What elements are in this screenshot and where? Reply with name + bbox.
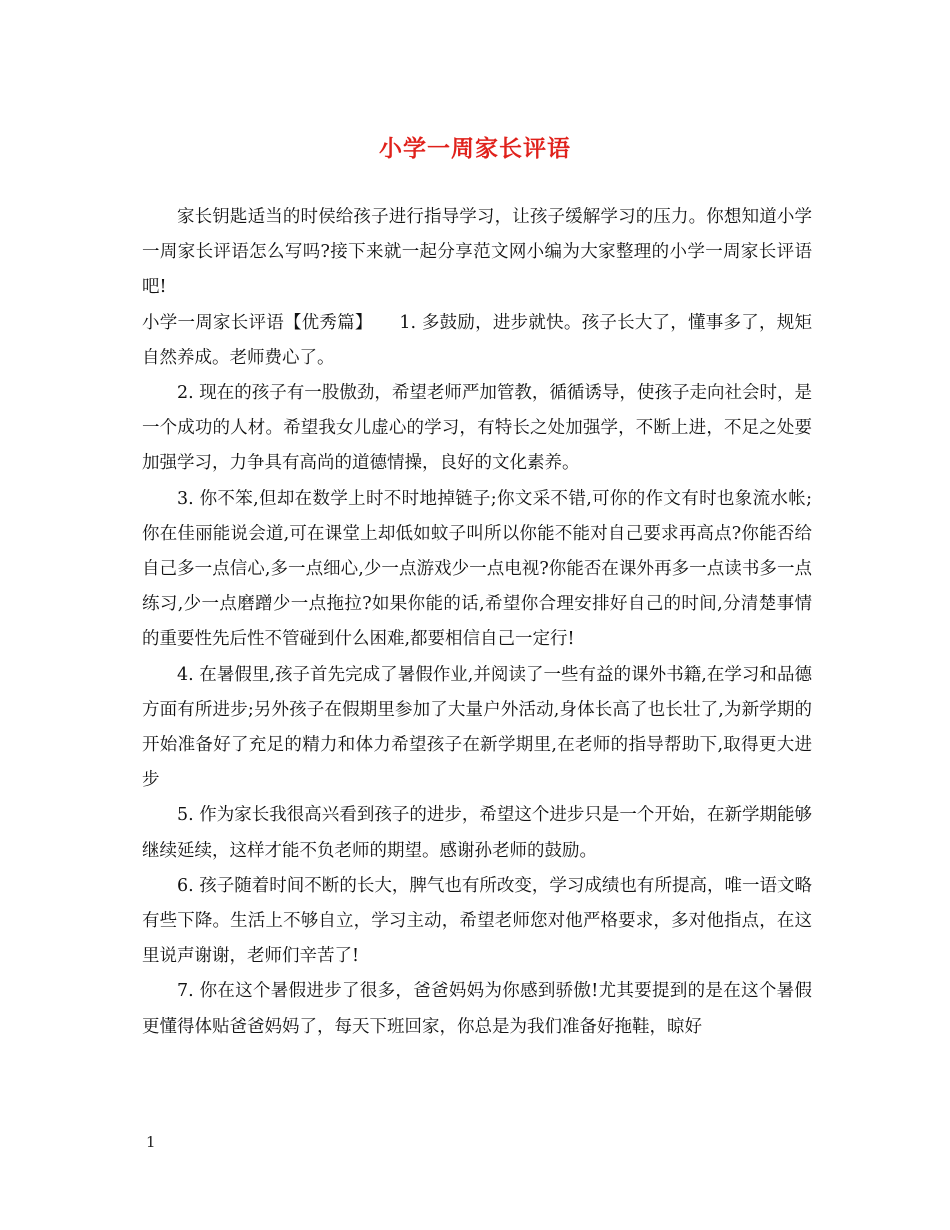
paragraph-item-2: 2. 现在的孩子有一股傲劲，希望老师严加管教，循循诱导，使孩子走向社会时，是一个成功的人材。希望我女儿虚心的学习，有特长之处加强学，不断上进，不足之处要加强学习，力争具有高尚的道德情操，良好的文化素养。 bbox=[142, 383, 812, 474]
paragraph-intro: 家长钥匙适当的时侯给孩子进行指导学习，让孩子缓解学习的压力。你想知道小学一周家长评语怎么写吗?接下来就一起分享范文网小编为大家整理的小学一周家长评语吧! bbox=[142, 207, 812, 298]
paragraph-item-3: 3. 你不笨,但却在数学上时不时地掉链子;你文采不错,可你的作文有时也象流水帐;你在佳丽能说会道,可在课堂上却低如蚊子叫所以你能不能对自己要求再高点?你能否给自己多一点信心,多一点细心,少一点游戏少一点电视?你能否在课外再多一点读书多一点练习,少一点磨蹭少一点拖拉?如果你能的话,希望你合理安排好自己的时间,分清楚事情的重要性先后性不管碰到什么困难,都要相信自己一定行! bbox=[142, 488, 812, 650]
paragraph-section-heading-item-1: 小学一周家长评语【优秀篇】 1. 多鼓励，进步就快。孩子长大了，懂事多了，规矩自然养成。老师费心了。 bbox=[142, 312, 812, 368]
paragraph-item-6: 6. 孩子随着时间不断的长大，脾气也有所改变，学习成绩也有所提高，唯一语文略有些下降。生活上不够自立，学习主动，希望老师您对他严格要求，多对他指点，在这里说声谢谢，老师们辛苦了! bbox=[142, 875, 812, 967]
paragraph-item-7: 7. 你在这个暑假进步了很多，爸爸妈妈为你感到骄傲!尤其要提到的是在这个暑假更懂得体贴爸爸妈妈了，每天下班回家，你总是为我们准备好拖鞋，晾好 bbox=[142, 981, 812, 1037]
paragraph-item-5: 5. 作为家长我很高兴看到孩子的进步，希望这个进步只是一个开始，在新学期能够继续延续，这样才能不负老师的期望。感谢孙老师的鼓励。 bbox=[142, 805, 812, 861]
page-number: 1 bbox=[146, 1133, 156, 1151]
document-title: 小学一周家长评语 bbox=[379, 135, 571, 162]
paragraph-item-4: 4. 在暑假里,孩子首先完成了暑假作业,并阅读了一些有益的课外书籍,在学习和品德方面有所进步;另外孩子在假期里参加了大量户外活动,身体长高了也长壮了,为新学期的开始准备好了充足的精力和体力希望孩子在新学期里,在老师的指导帮助下,取得更大进步 bbox=[142, 664, 812, 791]
document-body bbox=[142, 200, 812, 1045]
